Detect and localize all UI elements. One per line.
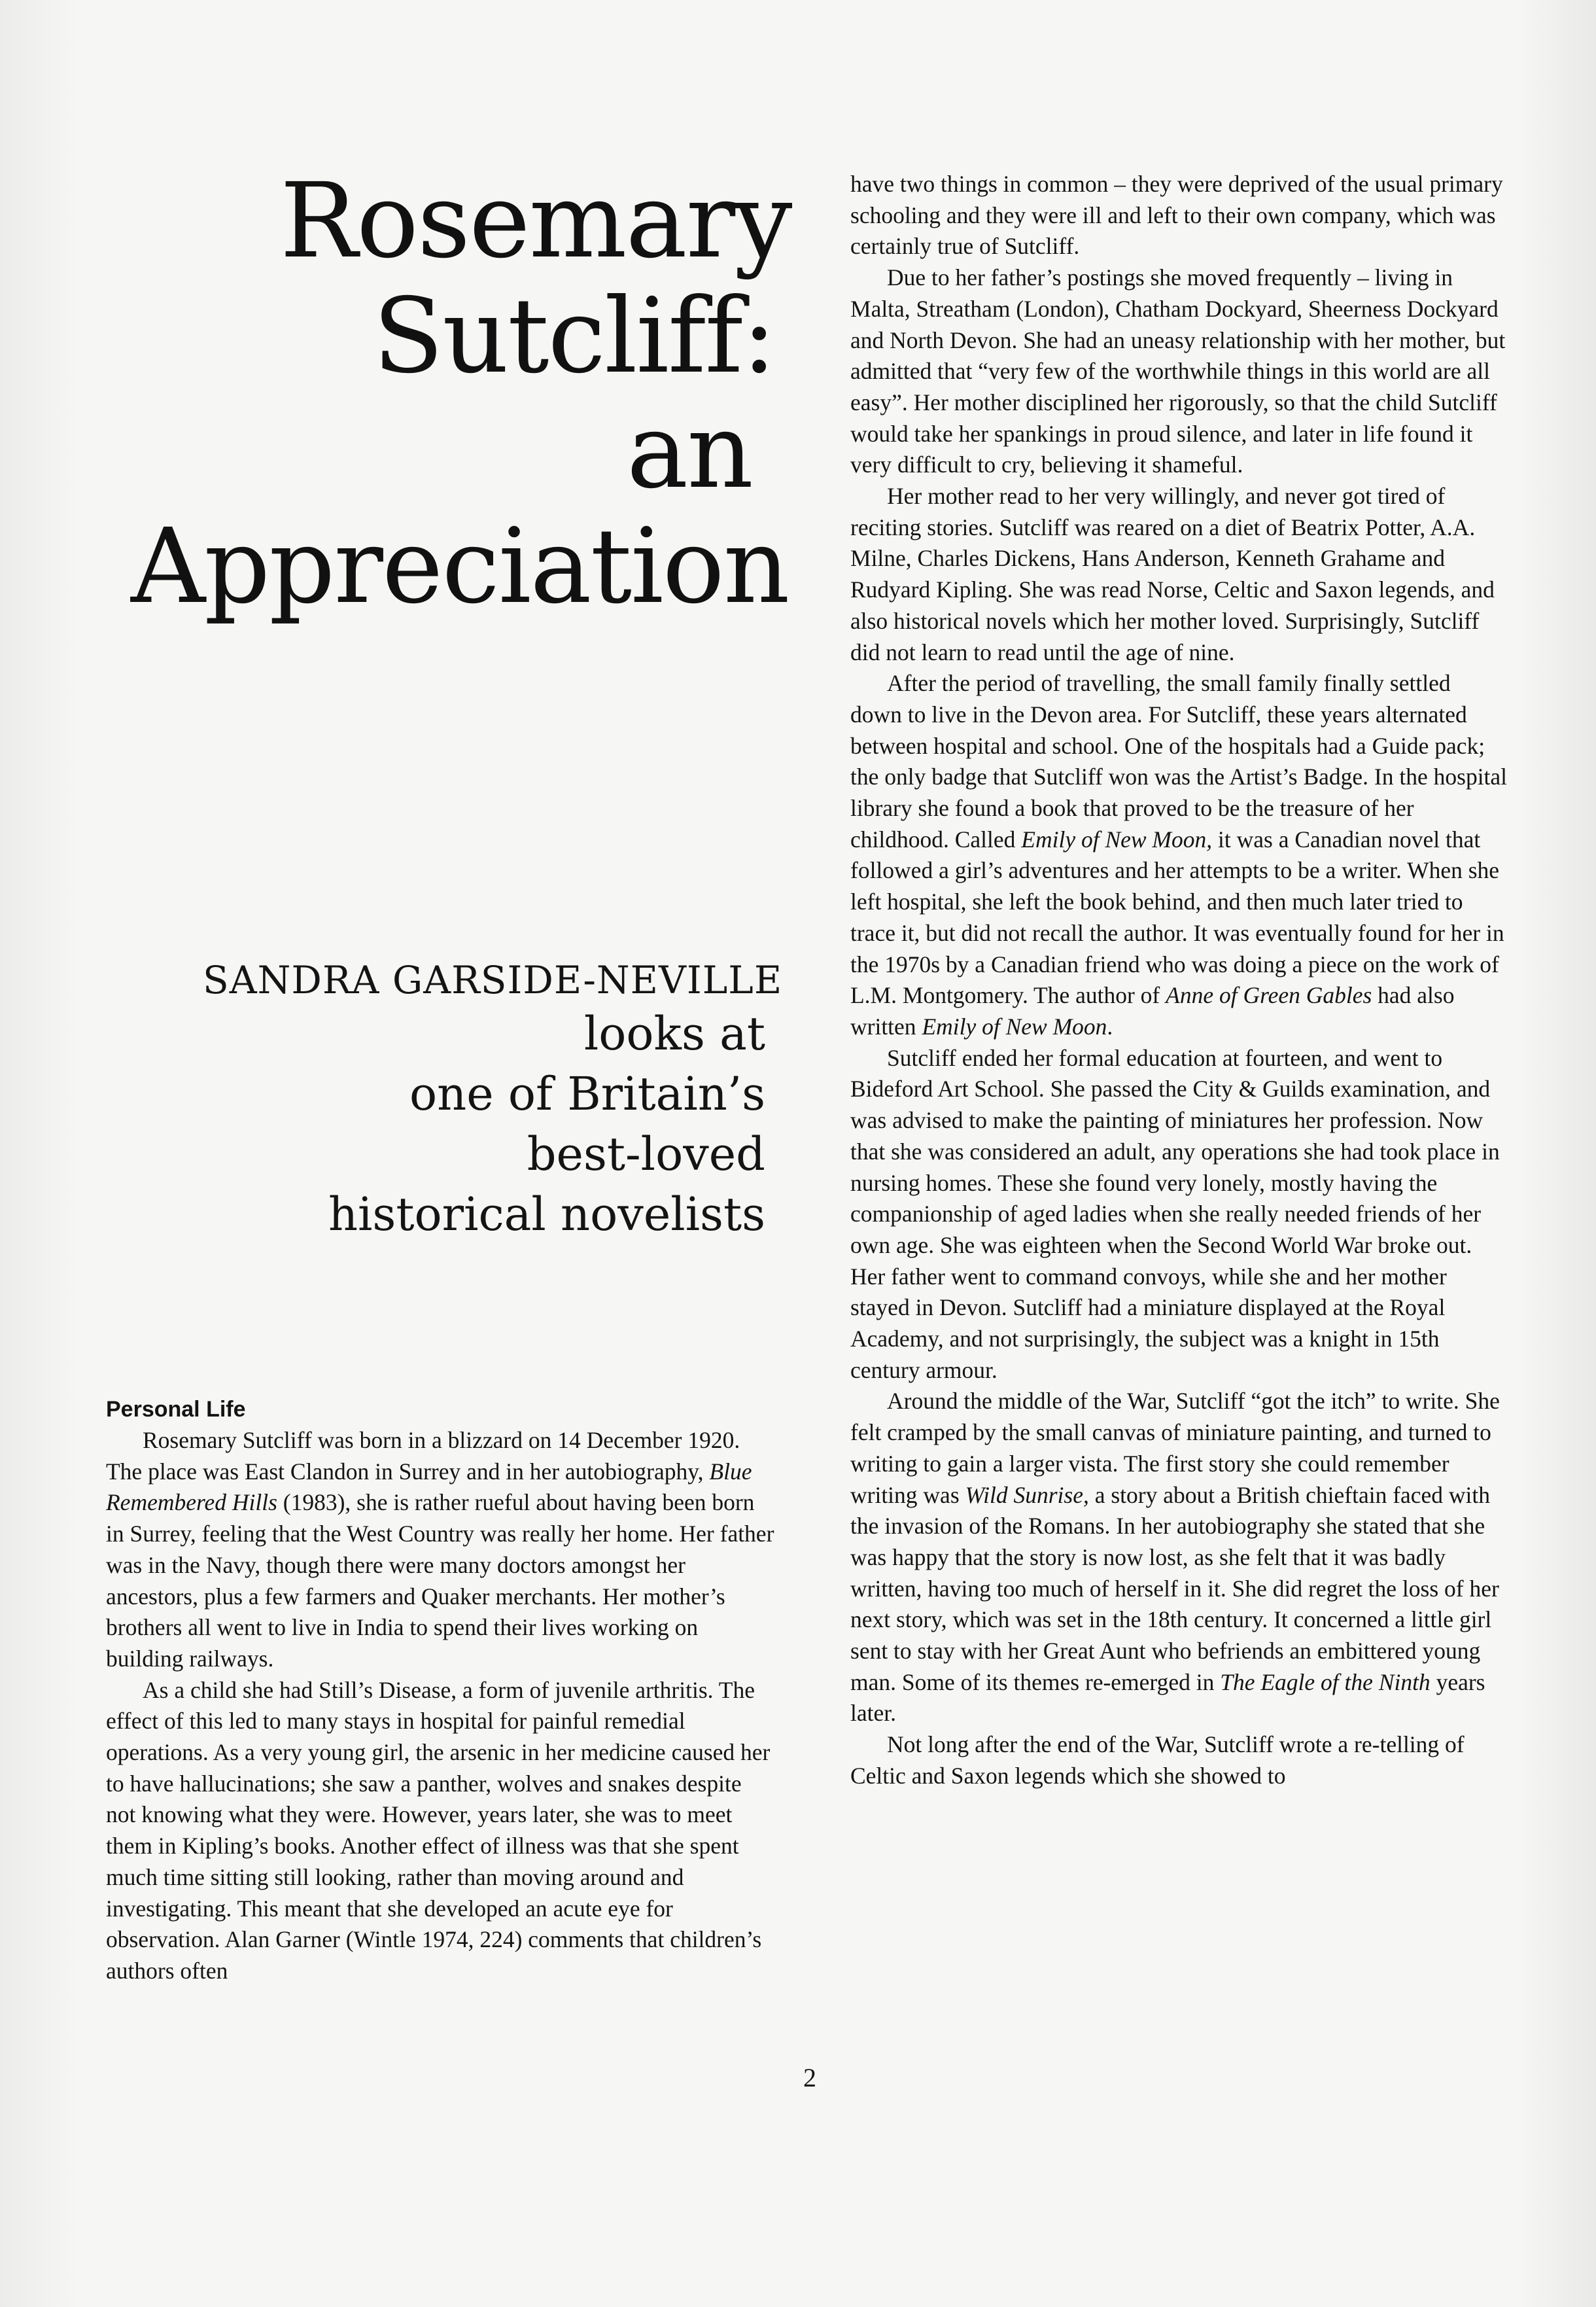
byline-line-2: one of Britain’s [409, 1067, 765, 1121]
page-number: 2 [803, 2063, 816, 2092]
book-title: Wild Sunrise, [965, 1481, 1089, 1508]
book-title: Blue Remembered Hills [106, 1458, 752, 1516]
section-heading: Personal Life [106, 1397, 246, 1422]
paragraph: Sutcliff ended her formal education at fourteen, and went to Bideford Art School. She passed the City & Guilds examination, and was advised to make the painting of miniatures her profession. Now that she was considered an adult, any operations she had took place in nursing homes. These she found very lonely, mostly having the companionship of aged ladies when she really needed friends of her own age. She was eighteen when the Second World War broke out. Her father went to command convoys, while she and her mother stayed in Devon. Sutcliff had a miniature displayed at the Royal Academy, and not surprisingly, the subject was a knight in 15th century armour. [850, 1044, 1500, 1383]
book-title: The Eagle of the Ninth [1220, 1668, 1431, 1695]
paragraph: Due to her father’s postings she moved frequently – living in Malta, Streatham (London), Chatham Dockyard, Sheerness Dockyard and North Devon. She had an uneasy relationship with her mother, but admitted that “very few of the worthwhile things in this world are all easy”. Her mother disciplined her rigorously, so that the child Sutcliff would take her spankings in proud silence, and later in life found it very difficult to cry, believing it shameful. [850, 264, 1506, 478]
paragraph: Around the middle of the War, Sutcliff “got the itch” to write. She felt cramped by the small canvas of miniature painting, and turned to writing to gain a larger vista. The first story she could remember writing was Wild Sunrise, a story about a British chieftain faced with the invasion of the Romans. In her autobiography she stated that she was happy that the story is now lost, as she felt that it was badly written, having too much of herself in it. She did regret the loss of her next story, which was set in the 18th century. It concerned a little girl sent to stay with her Great Aunt who befriends an embittered young man. Some of its themes re-emerged in The Eagle of the Ninth years later. [850, 1388, 1500, 1727]
title-line-2: Sutcliff: [373, 276, 776, 396]
title-line-4: Appreciation [131, 506, 789, 627]
byline-line-3: best-loved [527, 1127, 765, 1181]
article-title [131, 161, 791, 627]
byline-line-4: historical novelists [328, 1188, 765, 1241]
paragraph: Rosemary Sutcliff was born in a blizzard on 14 December 1920. The place was East Clandon in Surrey and in her autobiography, Blue Remembered Hills (1983), she is rather rueful about having been born in Surrey, feeling that the West Country was really her home. Her father was in the Navy, though there were many doctors amongst her ancestors, plus a few farmers and Quaker merchants. Her mother’s brothers all went to live in India to spend their lives working on building railways. [106, 1427, 774, 1672]
book-title: Emily of New Moon [922, 1013, 1107, 1040]
right-column [850, 169, 1508, 1792]
paragraph: Her mother read to her very willingly, and never got tired of reciting stories. Sutcliff was reared on a diet of Beatrix Potter, A.A. Milne, Charles Dickens, Hans Anderson, Kenneth Grahame and Rudyard Kipling. She was read Norse, Celtic and Saxon legends, and also historical novels which her mother loved. Surprisingly, Sutcliff did not learn to read until the age of nine. [850, 483, 1495, 665]
title-line-1: Rosemary [280, 161, 791, 281]
book-title: Emily of New Moon, [1021, 826, 1213, 853]
title-line-3: an [627, 391, 752, 512]
paragraph: As a child she had Still’s Disease, a form of juvenile arthritis. The effect of this led to many stays in hospital for painful remedial operations. As a very young girl, the arsenic in her medicine caused her to have hallucinations; she saw a panther, wolves and snakes despite not knowing what they were. However, years later, she was to meet them in Kipling’s books. Another effect of illness was that she spent much time sitting still looking, rather than moving around and investigating. This meant that she developed an acute eye for observation. Alan Garner (Wintle 1974, 224) comments that children’s authors often [106, 1676, 771, 1984]
left-column [106, 1394, 776, 1987]
book-title: Anne of Green Gables [1166, 982, 1372, 1009]
paragraph: have two things in common – they were deprived of the usual primary schooling and they were ill and left to their own company, which was certainly true of Sutcliff. [850, 171, 1503, 260]
paragraph: Not long after the end of the War, Sutcliff wrote a re-telling of Celtic and Saxon legends which she showed to [850, 1731, 1465, 1789]
paragraph: After the period of travelling, the small family finally settled down to live in the Devon area. For Sutcliff, these years alternated between hospital and school. One of the hospitals had a Guide pack; the only badge that Sutcliff won was the Artist’s Badge. In the hospital library she found a book that proved to be the treasure of her childhood. Called Emily of New Moon, it was a Canadian novel that followed a girl’s adventures and her attempts to be a writer. When she left hospital, she left the book behind, and then much later tried to trace it, but did not recall the author. It was eventually found for her in the 1970s by a Canadian friend who was doing a piece on the work of L.M. Montgomery. The author of Anne of Green Gables had also written Emily of New Moon. [850, 670, 1508, 1040]
byline [183, 957, 783, 1244]
author-name: SANDRA GARSIDE-NEVILLE [203, 958, 783, 1002]
byline-line-1: looks at [583, 1007, 765, 1061]
